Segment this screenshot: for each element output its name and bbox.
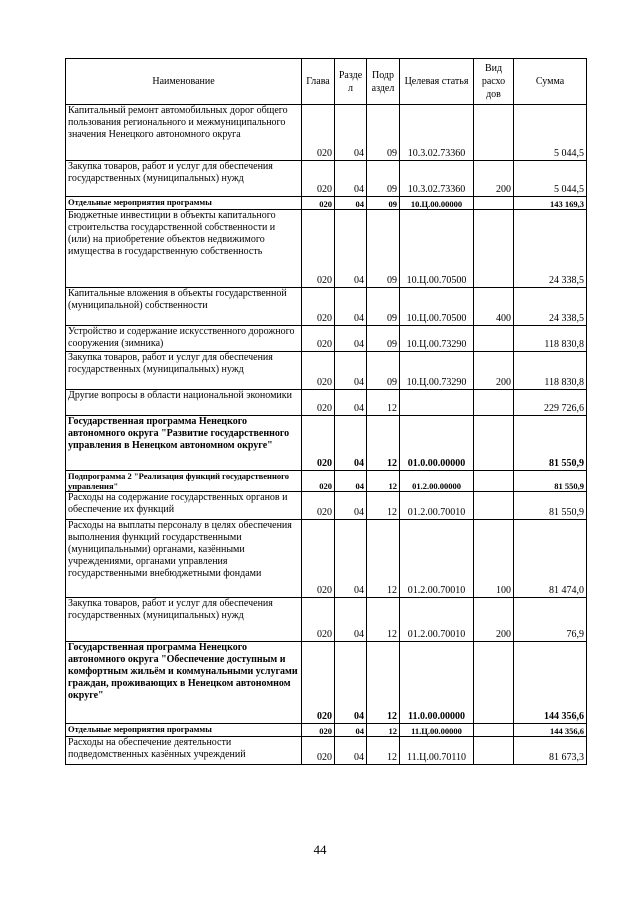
row-glava: 020 — [302, 288, 335, 326]
row-name: Бюджетные инвестиции в объекты капитального строительства государственной собственности и (или) на приобретение объектов недвижимого имущества в государственную собственность — [66, 210, 302, 288]
row-name: Капитальный ремонт автомобильных дорог общего пользования регионального и межмуниципального значения Ненецкого автономного округа — [66, 105, 302, 161]
row-sum: 144 356,6 — [514, 642, 587, 724]
row-podrazdel: 12 — [367, 642, 400, 724]
row-glava: 020 — [302, 197, 335, 210]
row-target: 01.2.00.70010 — [400, 598, 474, 642]
row-sum: 81 550,9 — [514, 416, 587, 471]
table-row — [66, 642, 587, 724]
row-target: 01.0.00.00000 — [400, 416, 474, 471]
row-podrazdel: 12 — [367, 416, 400, 471]
table-row — [66, 105, 587, 161]
table-row — [66, 197, 587, 210]
row-glava: 020 — [302, 105, 335, 161]
row-target: 10.3.02.73360 — [400, 161, 474, 197]
row-podrazdel: 09 — [367, 210, 400, 288]
row-sum: 143 169,3 — [514, 197, 587, 210]
row-name: Государственная программа Ненецкого автономного округа "Обеспечение доступным и комфортным жильём и коммунальными услугами граждан, проживающих в Ненецком автономном округе" — [66, 642, 302, 724]
row-podrazdel: 09 — [367, 352, 400, 390]
table-row — [66, 352, 587, 390]
row-target: 10.3.02.73360 — [400, 105, 474, 161]
row-name: Расходы на выплаты персоналу в целях обеспечения выполнения функций государственными (муниципальными) органами, казёнными учреждениями, органами управления государственными внебюджетными фондами — [66, 520, 302, 598]
row-glava: 020 — [302, 724, 335, 737]
row-vid: 100 — [474, 520, 514, 598]
row-name: Расходы на обеспечение деятельности подведомственных казённых учреждений — [66, 737, 302, 765]
header-glava: Глава — [302, 59, 335, 105]
row-target: 10.Ц.00.70500 — [400, 210, 474, 288]
row-sum: 24 338,5 — [514, 210, 587, 288]
row-podrazdel: 12 — [367, 492, 400, 520]
table-row — [66, 326, 587, 352]
row-vid — [474, 390, 514, 416]
row-target: 10.Ц.00.73290 — [400, 352, 474, 390]
row-name: Закупка товаров, работ и услуг для обеспечения государственных (муниципальных) нужд — [66, 598, 302, 642]
row-vid — [474, 197, 514, 210]
row-glava: 020 — [302, 520, 335, 598]
row-podrazdel: 12 — [367, 598, 400, 642]
row-vid — [474, 105, 514, 161]
header-name: Наименование — [66, 59, 302, 105]
header-podrazdel: Подр аздел — [367, 59, 400, 105]
row-vid — [474, 642, 514, 724]
table-row — [66, 724, 587, 737]
row-podrazdel: 12 — [367, 390, 400, 416]
row-sum: 81 550,9 — [514, 471, 587, 492]
budget-table — [65, 58, 587, 765]
row-name: Закупка товаров, работ и услуг для обеспечения государственных (муниципальных) нужд — [66, 352, 302, 390]
row-vid — [474, 737, 514, 765]
row-glava: 020 — [302, 352, 335, 390]
row-glava: 020 — [302, 161, 335, 197]
row-target: 10.Ц.00.70500 — [400, 288, 474, 326]
row-razdel: 04 — [335, 416, 367, 471]
header-vid: Вид расхо дов — [474, 59, 514, 105]
row-razdel: 04 — [335, 352, 367, 390]
row-sum: 229 726,6 — [514, 390, 587, 416]
table-row — [66, 492, 587, 520]
table-row — [66, 416, 587, 471]
row-razdel: 04 — [335, 326, 367, 352]
row-vid: 200 — [474, 161, 514, 197]
table-row — [66, 520, 587, 598]
row-sum: 118 830,8 — [514, 326, 587, 352]
row-vid — [474, 416, 514, 471]
row-sum: 144 356,6 — [514, 724, 587, 737]
header-target: Целевая статья — [400, 59, 474, 105]
row-name: Отдельные мероприятия программы — [66, 197, 302, 210]
row-target: 11.Ц.00.00000 — [400, 724, 474, 737]
row-razdel: 04 — [335, 598, 367, 642]
header-row — [66, 59, 587, 105]
row-glava: 020 — [302, 737, 335, 765]
row-glava: 020 — [302, 416, 335, 471]
row-target — [400, 390, 474, 416]
row-vid: 200 — [474, 352, 514, 390]
row-podrazdel: 12 — [367, 724, 400, 737]
row-name: Другие вопросы в области национальной экономики — [66, 390, 302, 416]
row-glava: 020 — [302, 471, 335, 492]
row-vid — [474, 724, 514, 737]
row-glava: 020 — [302, 326, 335, 352]
row-target: 01.2.00.70010 — [400, 520, 474, 598]
row-glava: 020 — [302, 492, 335, 520]
row-razdel: 04 — [335, 390, 367, 416]
row-razdel: 04 — [335, 210, 367, 288]
row-razdel: 04 — [335, 737, 367, 765]
row-sum: 81 550,9 — [514, 492, 587, 520]
row-podrazdel: 09 — [367, 288, 400, 326]
row-name: Закупка товаров, работ и услуг для обеспечения государственных (муниципальных) нужд — [66, 161, 302, 197]
row-target: 10.Ц.00.73290 — [400, 326, 474, 352]
table-row — [66, 390, 587, 416]
row-target: 11.0.00.00000 — [400, 642, 474, 724]
row-sum: 81 673,3 — [514, 737, 587, 765]
row-vid: 200 — [474, 598, 514, 642]
row-target: 11.Ц.00.70110 — [400, 737, 474, 765]
row-sum: 24 338,5 — [514, 288, 587, 326]
row-razdel: 04 — [335, 492, 367, 520]
table-row — [66, 598, 587, 642]
row-target: 01.2.00.00000 — [400, 471, 474, 492]
row-sum: 5 044,5 — [514, 105, 587, 161]
row-podrazdel: 09 — [367, 197, 400, 210]
row-razdel: 04 — [335, 520, 367, 598]
row-podrazdel: 09 — [367, 161, 400, 197]
header-razdel: Разде л — [335, 59, 367, 105]
row-sum: 76,9 — [514, 598, 587, 642]
row-name: Подпрограмма 2 "Реализация функций государственного управления" — [66, 471, 302, 492]
table-row — [66, 210, 587, 288]
row-sum: 118 830,8 — [514, 352, 587, 390]
row-razdel: 04 — [335, 642, 367, 724]
row-glava: 020 — [302, 210, 335, 288]
table-row — [66, 737, 587, 765]
row-glava: 020 — [302, 598, 335, 642]
row-name: Расходы на содержание государственных органов и обеспечение их функций — [66, 492, 302, 520]
row-podrazdel: 12 — [367, 471, 400, 492]
row-razdel: 04 — [335, 288, 367, 326]
row-vid — [474, 326, 514, 352]
row-sum: 5 044,5 — [514, 161, 587, 197]
row-target: 01.2.00.70010 — [400, 492, 474, 520]
row-podrazdel: 09 — [367, 326, 400, 352]
row-podrazdel: 12 — [367, 520, 400, 598]
row-podrazdel: 09 — [367, 105, 400, 161]
row-vid — [474, 210, 514, 288]
table-row — [66, 161, 587, 197]
row-glava: 020 — [302, 642, 335, 724]
page-number: 44 — [313, 842, 327, 857]
row-vid — [474, 471, 514, 492]
table-row — [66, 288, 587, 326]
row-razdel: 04 — [335, 471, 367, 492]
row-target: 10.Ц.00.00000 — [400, 197, 474, 210]
row-razdel: 04 — [335, 105, 367, 161]
row-razdel: 04 — [335, 197, 367, 210]
row-sum: 81 474,0 — [514, 520, 587, 598]
row-podrazdel: 12 — [367, 737, 400, 765]
table-row — [66, 471, 587, 492]
row-vid — [474, 492, 514, 520]
row-name: Капитальные вложения в объекты государственной (муниципальной) собственности — [66, 288, 302, 326]
row-name: Государственная программа Ненецкого автономного округа "Развитие государственного управления в Ненецком автономном округе" — [66, 416, 302, 471]
row-name: Отдельные мероприятия программы — [66, 724, 302, 737]
row-razdel: 04 — [335, 161, 367, 197]
row-name: Устройство и содержание искусственного дорожного сооружения (зимника) — [66, 326, 302, 352]
row-razdel: 04 — [335, 724, 367, 737]
row-vid: 400 — [474, 288, 514, 326]
header-sum: Сумма — [514, 59, 587, 105]
row-glava: 020 — [302, 390, 335, 416]
